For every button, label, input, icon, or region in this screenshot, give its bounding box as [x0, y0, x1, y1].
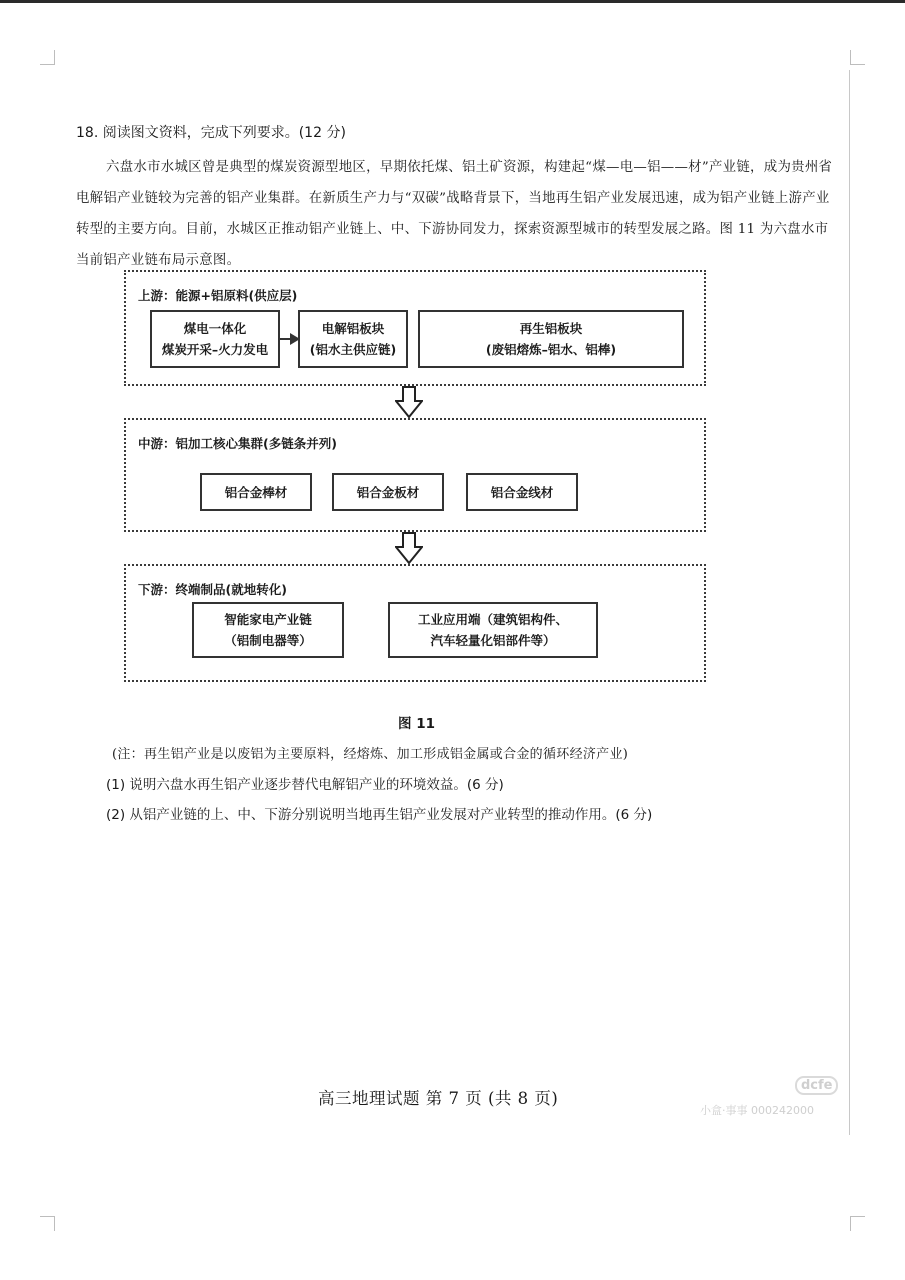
- recycled-aluminum-box: [418, 310, 684, 368]
- coal-power-box: [150, 310, 280, 368]
- industrial-application-box: [388, 602, 598, 658]
- down-arrow-icon: [395, 532, 423, 564]
- footnote: (注：再生铝产业是以废铝为主要原料，经熔炼、加工形成铝金属或合金的循环经济产业): [112, 747, 629, 762]
- midstream-section: [124, 418, 706, 532]
- question-header: 18. 阅读图文资料，完成下列要求。(12 分): [76, 125, 346, 141]
- question-paragraph: 六盘水市水城区曾是典型的煤炭资源型地区，早期依托煤、铝土矿资源，构建起“煤—电—铝——材”产业链，成为贵州省电解铝产业链较为完善的铝产业集群。在新质生产力与“双碳”战略背景下，当地再生铝产业发展迅速，成为铝产业链上游产业转型的主要方向。目前，水城区正推动铝产业链上、中、下游协同发力，探索资源型城市的转型发展之路。图 11 为六盘水市当前铝产业链布局示意图。: [76, 160, 833, 268]
- coal-power-line1: 煤电一体化: [183, 321, 247, 336]
- downstream-section: [124, 564, 706, 682]
- alloy-bar-label: 铝合金棒材: [224, 484, 288, 500]
- alloy-bar-box: [200, 473, 312, 511]
- downstream-title: 下游：终端制品(就地转化): [138, 582, 287, 597]
- industrial-line2: 汽车轻量化铝部件等）: [430, 633, 556, 648]
- watermark-logo: dcfe: [795, 1076, 838, 1095]
- upstream-title: 上游：能源+铝原料(供应层): [138, 288, 298, 303]
- coal-power-line2: 煤炭开采–火力发电: [161, 342, 269, 357]
- alloy-wire-label: 铝合金线材: [490, 484, 554, 500]
- recycled-line2: (废铝熔炼–铝水、铝棒): [485, 342, 617, 357]
- electrolytic-aluminum-box: [298, 310, 408, 368]
- figure-caption: 图 11: [398, 716, 435, 732]
- upstream-section: [124, 270, 706, 386]
- smart-appliance-line1: 智能家电产业链: [224, 612, 312, 627]
- electrolytic-line2: (铝水主供应链): [309, 342, 397, 357]
- industrial-line1: 工业应用端（建筑铝构件、: [417, 612, 568, 627]
- crop-mark-bottom-right: [850, 1216, 865, 1231]
- crop-mark-bottom-left: [40, 1216, 55, 1231]
- midstream-title: 中游：铝加工核心集群(多链条并列): [138, 436, 337, 451]
- recycled-line1: 再生铝板块: [519, 321, 583, 336]
- page-footer: 高三地理试题 第 7 页 (共 8 页): [318, 1089, 559, 1108]
- top-edge-line: [0, 0, 905, 3]
- down-arrow-icon: [395, 386, 423, 418]
- alloy-wire-box: [466, 473, 578, 511]
- alloy-plate-box: [332, 473, 444, 511]
- smart-appliance-line2: （铝制电器等）: [224, 633, 312, 648]
- page-right-border: [849, 70, 850, 1135]
- smart-appliance-box: [192, 602, 344, 658]
- electrolytic-line1: 电解铝板块: [321, 321, 385, 336]
- subquestion-2: (2) 从铝产业链的上、中、下游分别说明当地再生铝产业发展对产业转型的推动作用。(6 分): [106, 807, 653, 823]
- crop-mark-top-left: [40, 50, 55, 65]
- watermark-text: 小盒·事事 000242000: [700, 1104, 814, 1117]
- alloy-plate-label: 铝合金板材: [356, 484, 420, 500]
- crop-mark-top-right: [850, 50, 865, 65]
- subquestion-1: (1) 说明六盘水再生铝产业逐步替代电解铝产业的环境效益。(6 分): [106, 777, 504, 793]
